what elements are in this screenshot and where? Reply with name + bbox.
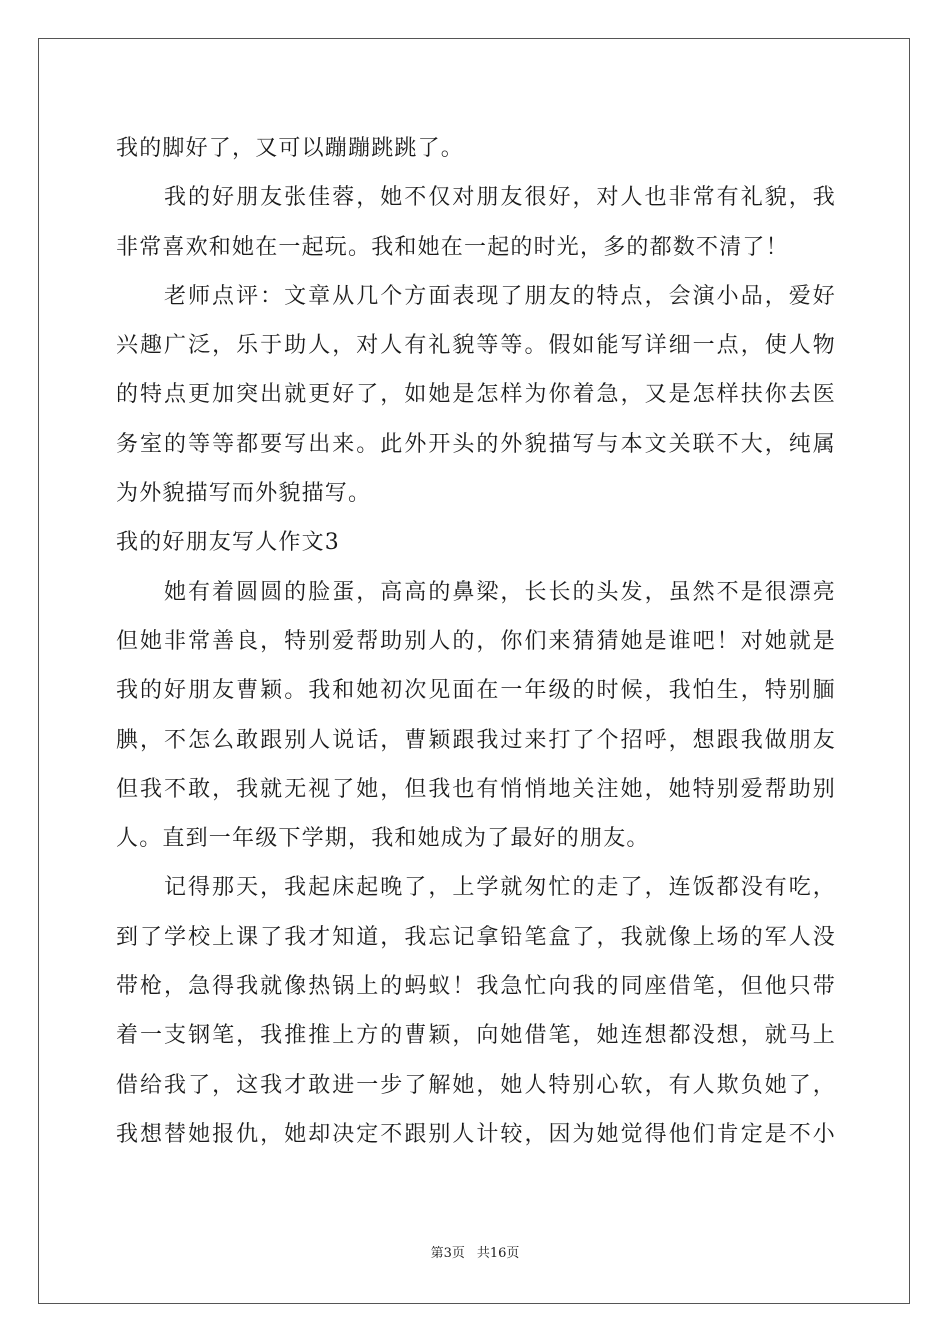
text-line: 人。直到一年级下学期，我和她成为了最好的朋友。 [116,826,650,852]
page-number: 第3页 [430,1246,465,1261]
text-line: 兴趣广泛，乐于助人，对人有礼貌等等。假如能写详细一点，使人物 [116,333,836,359]
text-line: 但我不敢，我就无视了她，但我也有悄悄地关注她，她特别爱帮助别 [116,776,836,802]
document-body [116,124,836,1159]
text-line: 到了学校上课了我才知道，我忘记拿铅笔盒了，我就像上场的军人没 [116,924,836,950]
text-line: 着一支钢笔，我推推上方的曹颖，向她借笔，她连想都没想，就马上 [116,1023,836,1049]
text-line: 我的好朋友张佳蓉，她不仅对朋友很好，对人也非常有礼貌，我 [164,185,836,211]
text-line: 记得那天，我起床起晚了，上学就匆忙的走了，连饭都没有吃， [164,875,836,901]
text-line: 她有着圆圆的脸蛋，高高的鼻梁，长长的头发，虽然不是很漂亮 [164,579,836,605]
text-line: 我想替她报仇，她却决定不跟别人计较，因为她觉得他们肯定是不小 [116,1121,836,1147]
text-line: 为外貌描写而外貌描写。 [116,481,372,507]
text-line: 但她非常善良，特别爱帮助别人的，你们来猜猜她是谁吧！对她就是 [116,628,836,654]
text-line: 的特点更加突出就更好了，如她是怎样为你着急，又是怎样扶你去医 [116,382,836,408]
text-line: 我的好朋友写人作文3 [116,530,340,556]
text-line: 我的好朋友曹颖。我和她初次见面在一年级的时候，我怕生，特别腼 [116,678,836,704]
page-total: 共16页 [476,1246,520,1261]
page-footer [0,1244,950,1264]
text-line: 我的脚好了，又可以蹦蹦跳跳了。 [116,136,465,161]
text-line: 老师点评：文章从几个方面表现了朋友的特点，会演小品，爱好 [164,283,836,309]
text-line: 带枪，急得我就像热锅上的蚂蚁！我急忙向我的同座借笔，但他只带 [116,974,836,1000]
text-line: 借给我了，这我才敢进一步了解她，她人特别心软，有人欺负她了， [116,1072,836,1098]
text-line: 腆，不怎么敢跟别人说话，曹颖跟我过来打了个招呼，想跟我做朋友 [116,727,836,753]
text-line: 非常喜欢和她在一起玩。我和她在一起的时光，多的都数不清了！ [116,234,789,260]
text-line: 务室的等等都要写出来。此外开头的外貌描写与本文关联不大，纯属 [116,431,836,457]
